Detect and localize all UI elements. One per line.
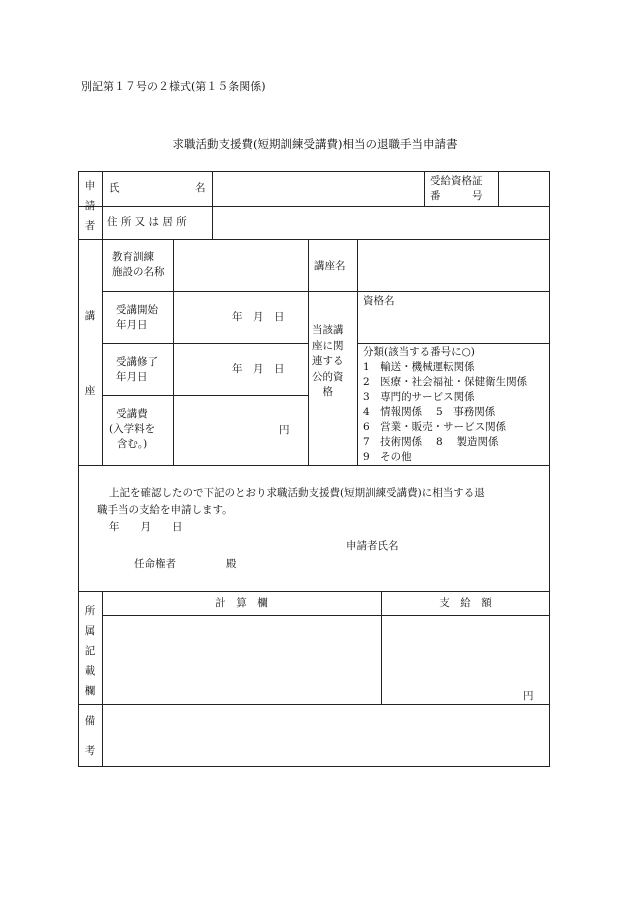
facility-label: 教育訓練 施設の名称 xyxy=(112,251,165,278)
honorific-label: 殿 xyxy=(226,558,237,570)
calc-field[interactable] xyxy=(103,616,380,703)
office-section-label: 所 属 記 載 欄 xyxy=(84,605,96,697)
facility-field[interactable] xyxy=(174,240,307,290)
declaration-text-line2: 職手当の支給を申請します。 xyxy=(97,504,233,516)
classification-item-2[interactable]: 2 医療・社会福祉・保健衛生関係 xyxy=(363,376,528,388)
classification-item-4-5[interactable]: 4 情報関係 5 事務関係 xyxy=(363,406,496,418)
name-label-first: 氏 xyxy=(109,182,120,194)
applicant-name-label: 申請者氏名 xyxy=(346,540,399,552)
payment-yen-unit: 円 xyxy=(523,690,534,702)
related-qualification-label: 当該講 座に関 連する 公的資 格 xyxy=(312,324,344,399)
fee-label: 受講費 (入学料を 含む。) xyxy=(109,408,156,450)
start-date-label: 受講開始 年月日 xyxy=(116,304,158,331)
classification-title: 分類(該当する番号に○) xyxy=(363,346,475,358)
qualification-name-field[interactable] xyxy=(358,308,549,342)
course-section-char-1: 講 xyxy=(84,310,96,322)
qualification-name-label: 資格名 xyxy=(363,295,395,307)
form-title: 求職活動支援費(短期訓練受講費)相当の退職手当申請書 xyxy=(172,137,458,151)
applicant-name-field[interactable] xyxy=(410,536,545,554)
name-label-second: 名 xyxy=(195,182,206,194)
end-date-unit: 年 月 日 xyxy=(232,363,285,375)
appointer-label: 任命権者 xyxy=(134,558,176,570)
vline-cert-label-left xyxy=(424,171,425,206)
declaration-text-line1: 上記を確認したので下記のとおり求職活動支援費(短期訓練受講費)に相当する退 xyxy=(109,487,485,499)
declaration-date[interactable]: 年 月 日 xyxy=(109,521,183,533)
classification-item-7-8[interactable]: 7 技術関係 8 製造関係 xyxy=(363,436,499,448)
classification-item-9[interactable]: 9 その他 xyxy=(363,451,412,463)
calc-column-header: 計 算 欄 xyxy=(215,597,268,609)
end-date-field[interactable] xyxy=(174,344,307,394)
divider-qualification xyxy=(357,343,550,344)
address-label: 住 所 又 は 居 所 xyxy=(107,216,187,228)
classification-item-1[interactable]: 1 輸送・機械運転関係 xyxy=(363,361,475,373)
remarks-section-char-1: 備 xyxy=(84,715,96,727)
address-field[interactable] xyxy=(213,207,549,238)
classification-item-3[interactable]: 3 専門的サービス関係 xyxy=(363,391,475,403)
end-date-label: 受講修了 年月日 xyxy=(116,356,158,383)
classification-item-6[interactable]: 6 営業・販売・サービス関係 xyxy=(363,421,507,433)
divider-course-name xyxy=(308,291,550,292)
payment-column-header: 支 給 額 xyxy=(439,597,492,609)
cert-label-line1: 受給資格証 xyxy=(430,175,483,187)
fee-unit: 円 xyxy=(279,424,290,436)
vline-section-column xyxy=(102,171,103,465)
course-name-field[interactable] xyxy=(358,240,549,290)
remarks-field[interactable] xyxy=(103,705,549,766)
divider-declaration-office xyxy=(78,591,550,592)
start-date-unit: 年 月 日 xyxy=(232,311,285,323)
vline-course-middle xyxy=(308,239,309,465)
applicant-section-label: 申 請 者 xyxy=(84,180,96,232)
name-field[interactable] xyxy=(213,172,423,205)
fee-field[interactable] xyxy=(174,396,307,464)
start-date-field[interactable] xyxy=(174,292,307,342)
cert-label-line2: 番 号 xyxy=(430,190,483,202)
form-number: 別記第１７号の２様式(第１５条関係) xyxy=(81,80,266,93)
course-section-char-2: 座 xyxy=(84,385,96,397)
divider-course-declaration xyxy=(78,465,550,466)
remarks-section-char-2: 考 xyxy=(84,745,96,757)
course-name-label: 講座名 xyxy=(314,260,346,272)
cert-number-field[interactable] xyxy=(499,172,549,205)
